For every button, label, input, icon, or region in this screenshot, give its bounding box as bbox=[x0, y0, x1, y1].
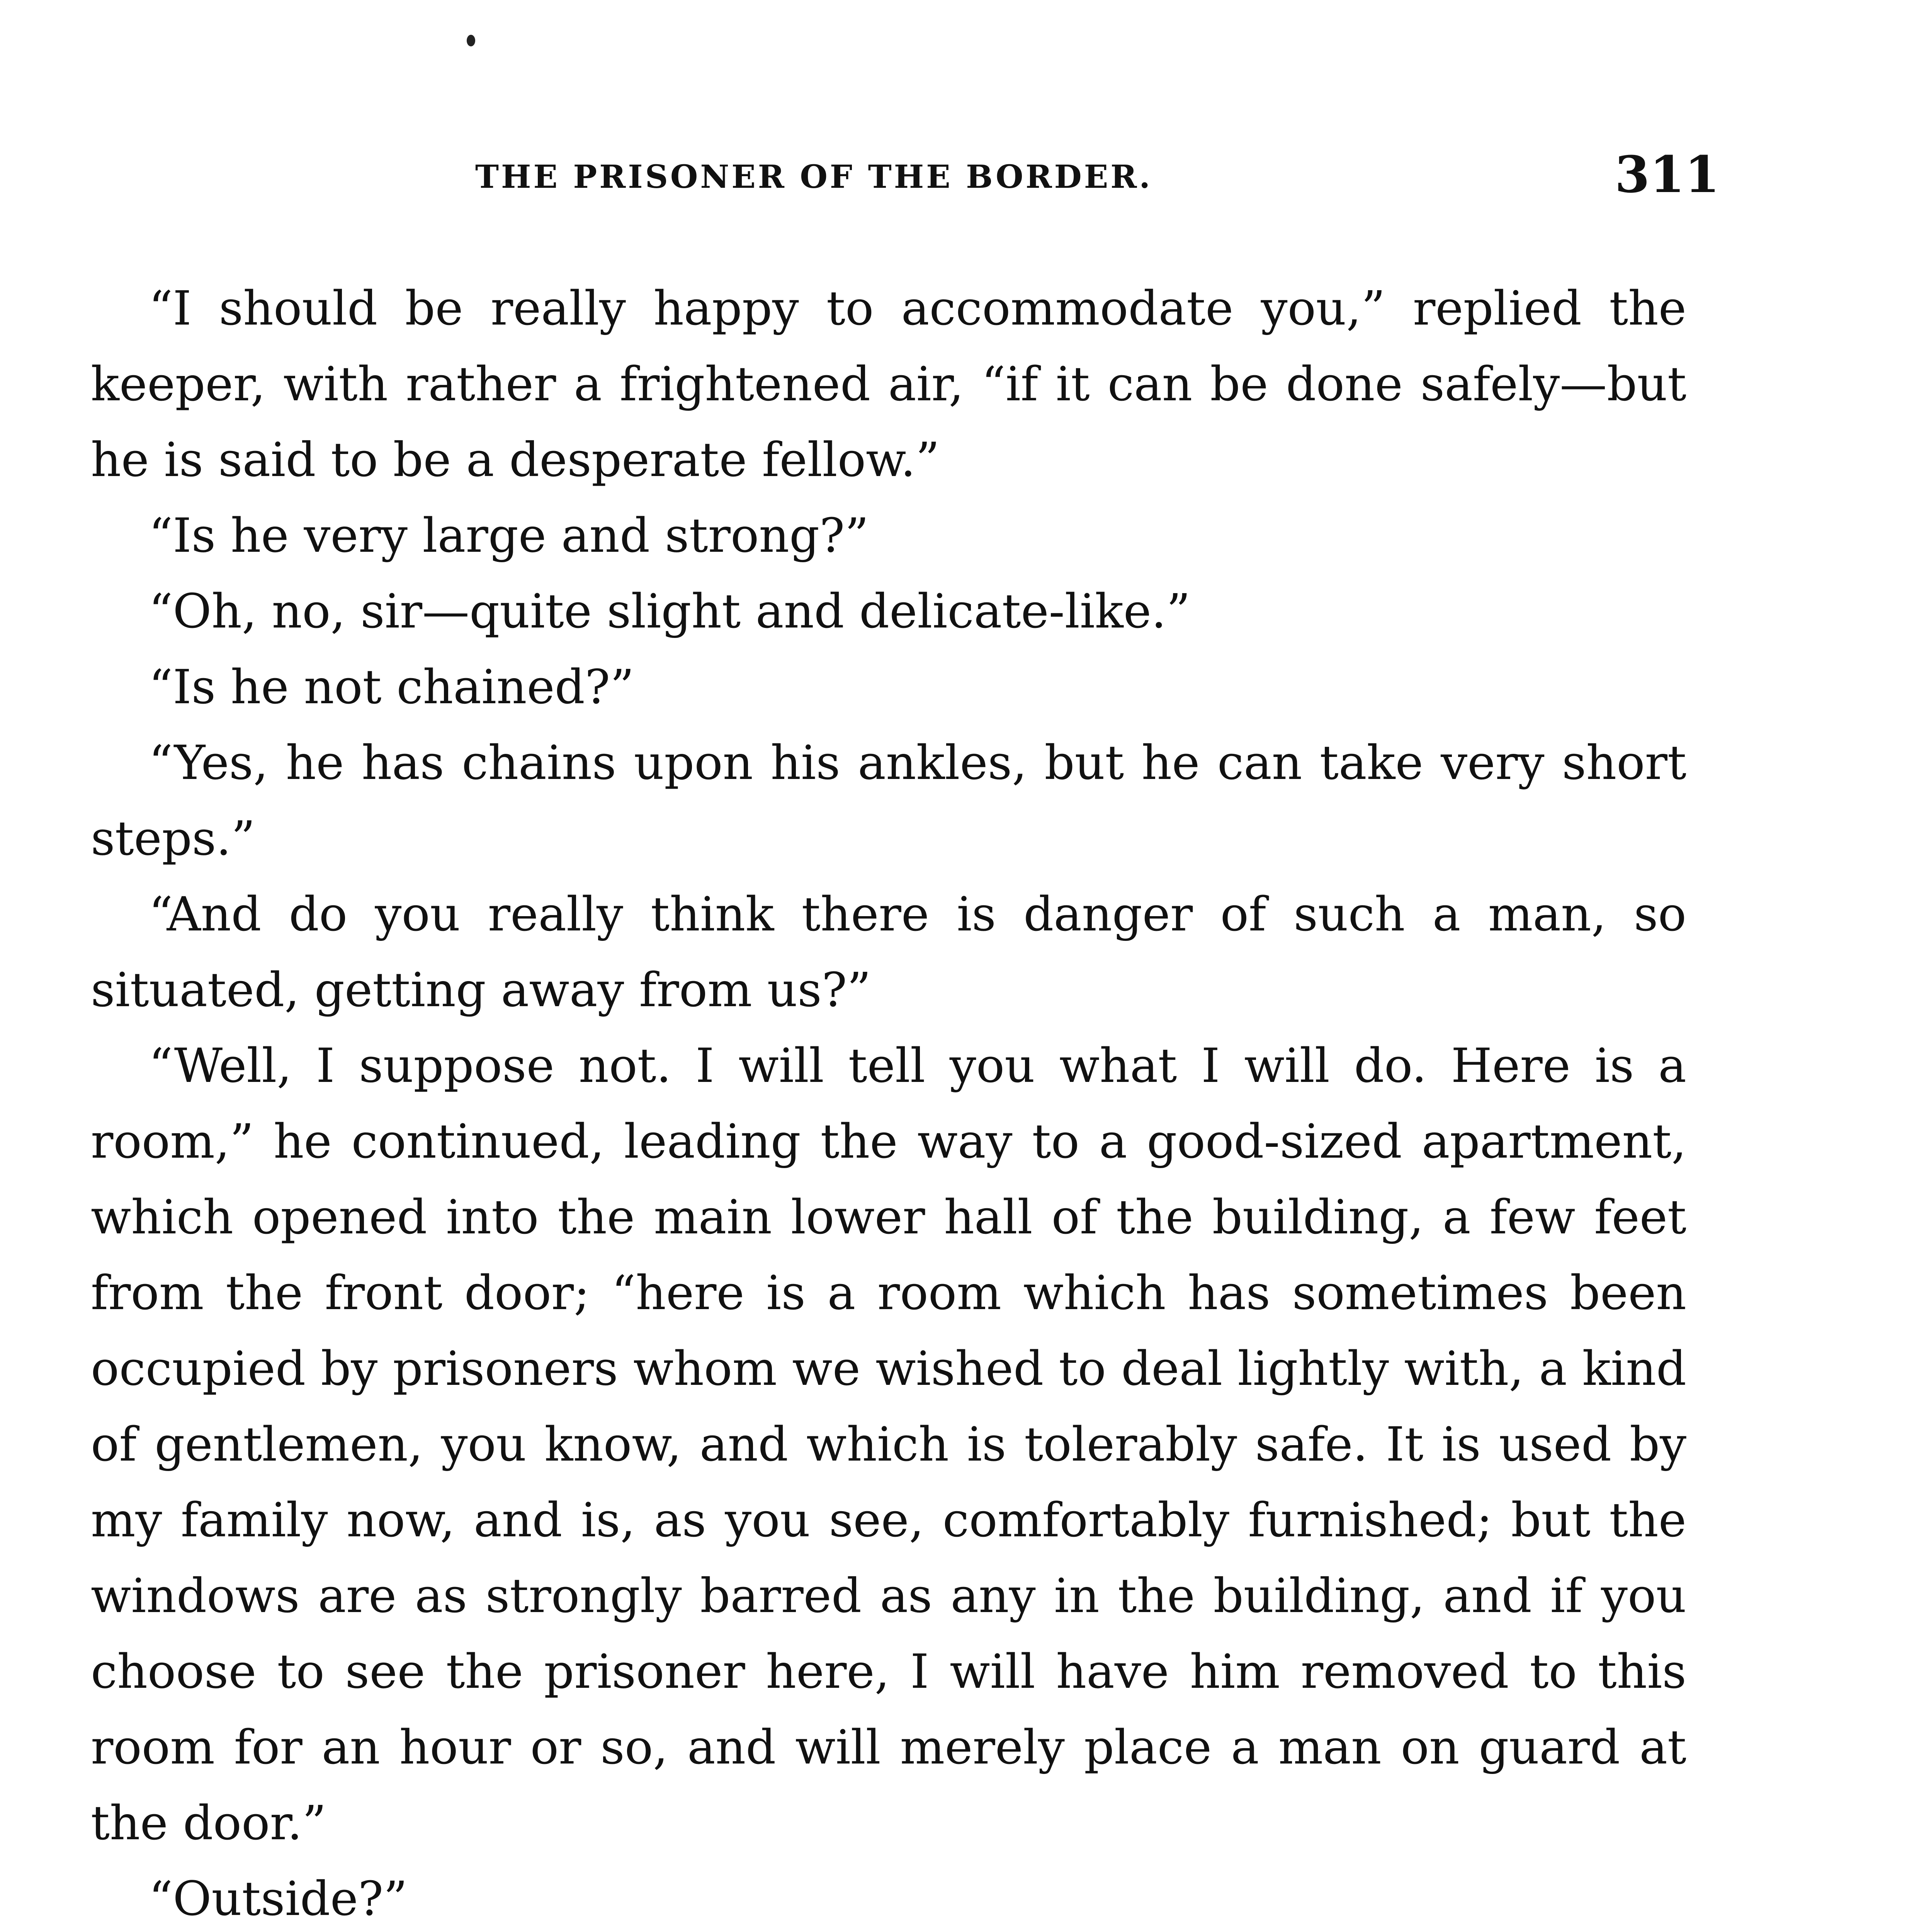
paragraph: “Outside?” bbox=[149, 1871, 408, 1926]
paragraph: “And do you really think there is danger of such a man, so situated, getting away from us?” bbox=[91, 887, 1686, 1017]
page-number: 311 bbox=[1615, 145, 1720, 204]
paragraph: “Is he very large and strong?” bbox=[149, 508, 869, 563]
page-header bbox=[475, 145, 1720, 218]
ink-speck bbox=[467, 35, 475, 46]
running-head: THE PRISONER OF THE BORDER. bbox=[475, 158, 1152, 196]
paragraph: “I should be really happy to accommodate you,” replied the keeper, with rather a frightened air, “if it can be done safely—but he is said to be a desperate fellow.” bbox=[91, 281, 1686, 487]
paragraph: “Oh, no, sir—quite slight and delicate-like.” bbox=[149, 584, 1191, 639]
paragraph: “Yes, he has chains upon his ankles, but he can take very short steps.” bbox=[91, 735, 1686, 866]
paragraph: “Well, I suppose not. I will tell you what I will do. Here is a room,” he continued, leading the way to a good-sized apartment, which opened into the main lower hall of the building, a few feet from the front door; “here is a room which has sometimes been occupied by prisoners whom we wished to deal lightly with, a kind of gentlemen, you know, and which is tolerably safe. It is used by my family now, and is, as you see, comfortably furnished; but the windows are as strongly barred as any in the building, and if you choose to see the prisoner here, I will have him removed to this room for an hour or so, and will merely place a man on guard at the door.” bbox=[91, 1038, 1686, 1850]
body-text bbox=[91, 270, 1686, 1932]
paragraph: “Is he not chained?” bbox=[149, 660, 634, 714]
